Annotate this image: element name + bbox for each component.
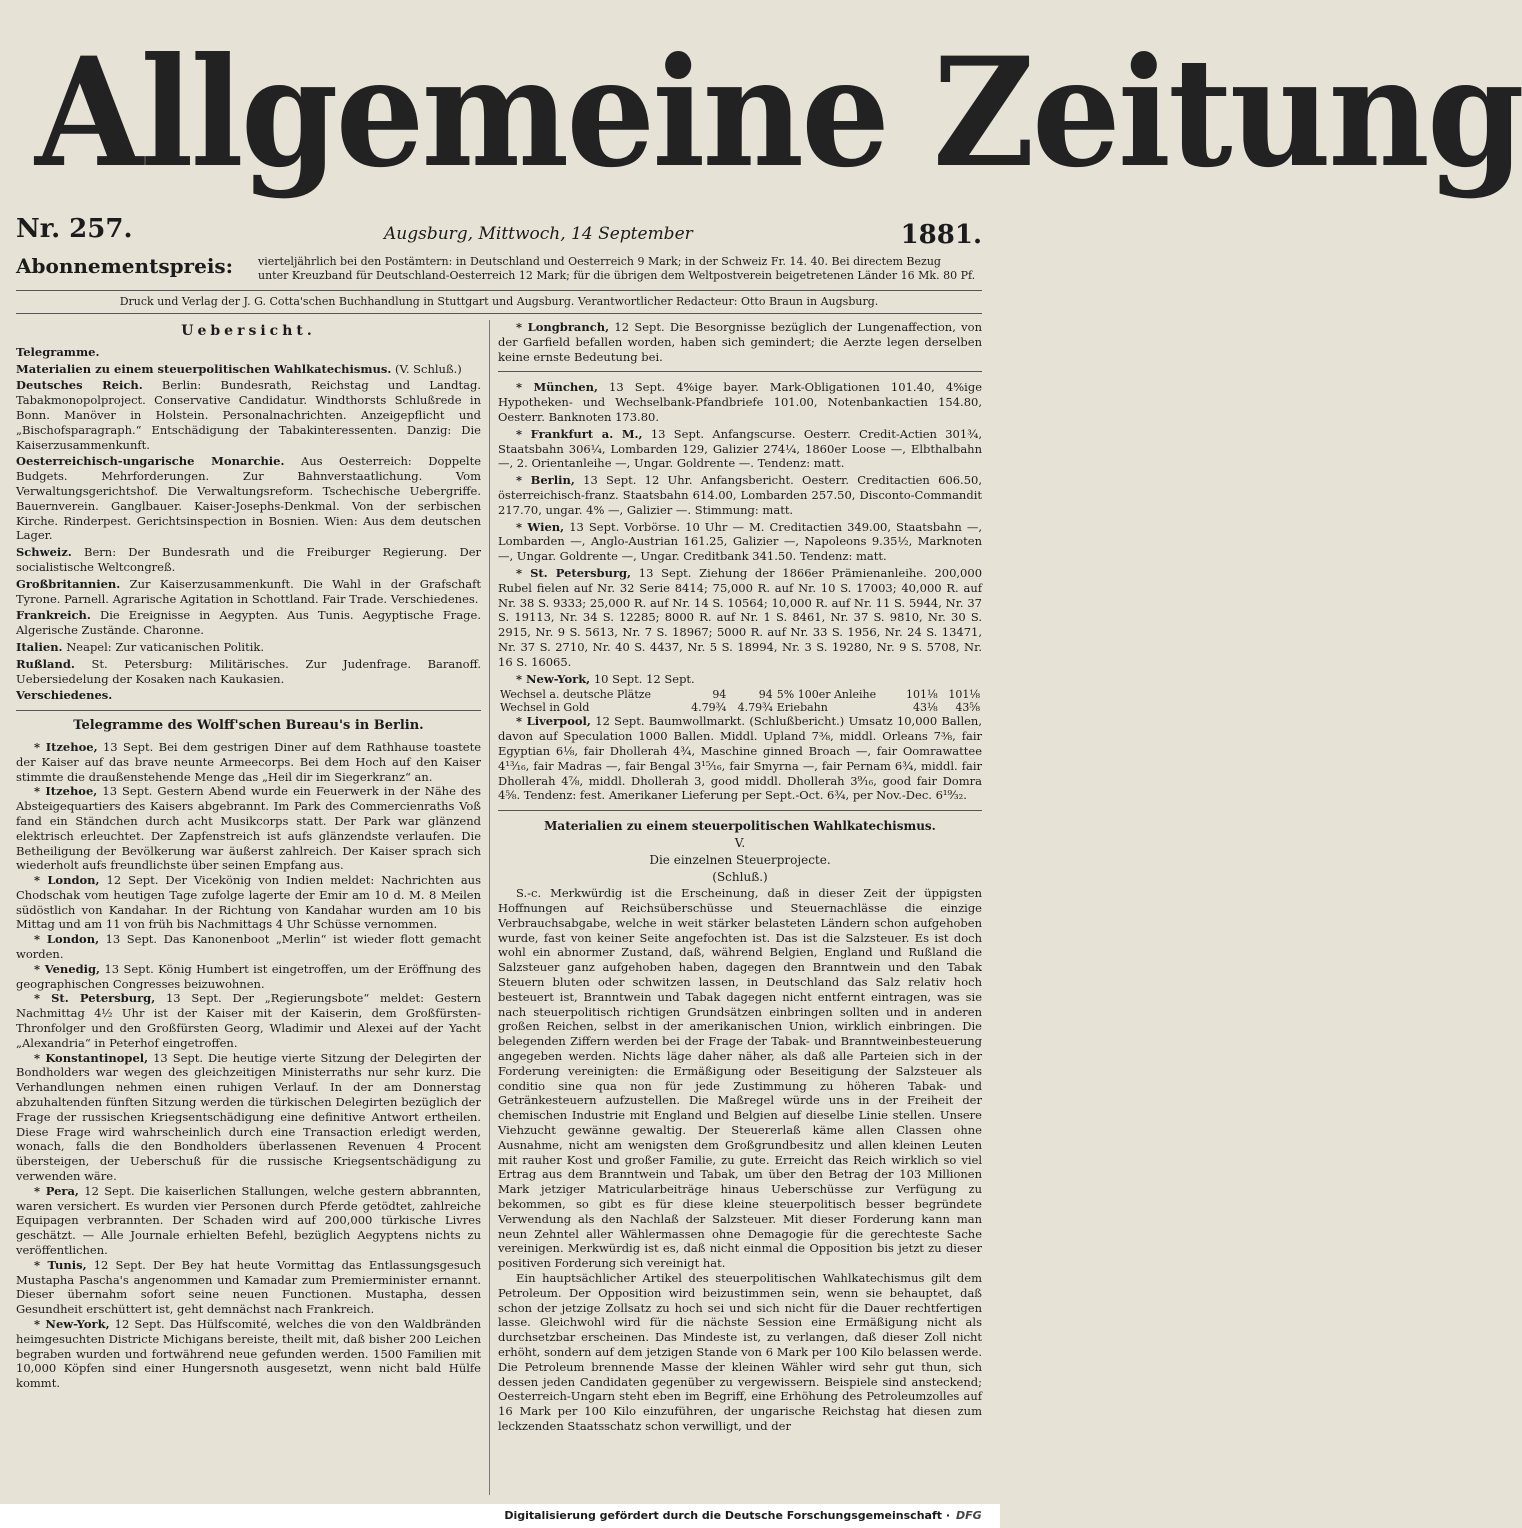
issue-date: Augsburg, Mittwoch, 14 September xyxy=(384,224,693,244)
market-item xyxy=(498,520,982,564)
market-text: 13 Sept. Vorbörse. 10 Uhr — M. Creditactien 349.00, Staatsbahn —, Lombarden —, Anglo-Austrian 161.25, Galizier —, Napoleons 9.35½, Marknoten —, Ungar. Goldrente —, Ungar. Creditbank 341.50. Tendenz: matt. xyxy=(498,519,982,564)
overview-section-title: Italien. xyxy=(16,639,63,654)
market-place: * Berlin, xyxy=(516,473,575,488)
overview-section-text: Bern: Der Bundesrath und die Freiburger Regierung. Der socialistische Weltcongreß. xyxy=(16,545,481,574)
telegram-text: 13 Sept. Bei dem gestrigen Diner auf dem Rathhause toastete der Kaiser auf das brave neunte Armeecorps. Bei dem Hoch auf den Kaiser stimmte die draußenstehende Menge das „Heil dir im Siegerkranz“ an. xyxy=(16,739,482,784)
table-cell: 4.79¾ xyxy=(691,701,727,715)
telegram-place: * Itzehoe, xyxy=(34,784,98,799)
table-cell: Wechsel a. deutsche Plätze xyxy=(500,688,652,702)
section-rule xyxy=(16,710,481,711)
telegram-text: 13 Sept. Die heutige vierte Sitzung der Delegirten der Bondholders war wegen des gleichzeitigen Ministerraths nur sehr kurz. Die Verhandlungen nehmen einen ruhigen Verlauf. In der am Donnerstag abzuhaltenden fünften Sitzung werden die türkischen Delegirten bezüglich der Frage der russischen Kriegsentschädigung eine definitive Antwort ertheilen. Diese Frage wird wahrscheinlich durch eine Transaction erledigt werden, wonach, falls die den Bondholders überlassenen Revenuen 4 Procent übersteigen, der Ueberschuß für die russische Kriegsentschädigung zu verwenden wäre. xyxy=(16,1050,482,1184)
overview-section-text: (V. Schluß.) xyxy=(395,361,462,376)
overview-section-text: Neapel: Zur vaticanischen Politik. xyxy=(66,639,264,654)
article-paragraph: Ein hauptsächlicher Artikel des steuerpolitischen Wahlkatechismus gilt dem Petroleum. Der Opposition wird beizustimmen sein, wenn sie behauptet, daß schon der jetzige Zollsatz zu hoch sei und sich nicht für die Dauer rechtfertigen lasse. Gleichwohl wird für die nächste Session eine Ermäßigung nicht als durchsetzbar erscheinen. Das Mindeste ist, zu verlangen, daß dieser Zoll nicht erhöht, sondern auf dem jetzigen Stande von 6 Mark per 100 Kilo belassen werde. Die Petroleum brennende Masse der kleinen Wähler wird sehr gut thun, sich dessen jeden Candidaten gegenüber zu vergewissern. Beispiele sind ansteckend; Oesterreich-Ungarn steht eben im Begriff, eine Erhöhung des Petroleumzolles auf 16 Mark per 100 Kilo einzuführen, der ungarische Reichstag hat diesen zum leckzenden Staatsschatz schon verwilligt, und der xyxy=(498,1271,982,1433)
overview-section xyxy=(16,454,481,543)
digitization-footer xyxy=(0,1504,1000,1528)
overview-section xyxy=(16,362,481,377)
overview-heading: Uebersicht. xyxy=(181,323,316,339)
market-item xyxy=(498,380,982,424)
telegram-item xyxy=(16,991,481,1050)
table-cell: 94 xyxy=(758,688,773,702)
subscription-block xyxy=(16,252,982,291)
table-cell: 43⅛ xyxy=(912,701,938,715)
market-item xyxy=(498,714,982,803)
issue-number: Nr. 257. xyxy=(16,214,133,244)
market-text: 13 Sept. 4%ige bayer. Mark-Obligationen 101.40, 4%ige Hypotheken- und Wechselbank-Pfandbriefe 101.00, Notenbankactien 154.80, Oesterr. Banknoten 173.80. xyxy=(498,380,983,424)
telegram-text: 12 Sept. Der Bey hat heute Vormittag das Entlassungsgesuch Mustapha Pascha's angenommen und Kamadar zum Premierminister ernannt. Dieser übernahm sofort seine neuen Functionen. Mustapha, dessen Gesundheit erschüttert ist, geht demnächst nach Frankreich. xyxy=(16,1257,481,1317)
market-place: * Frankfurt a. M., xyxy=(516,426,643,441)
table-cell: 5% 100er Anleihe xyxy=(776,688,877,702)
overview-section-text: Aus Oesterreich: Doppelte Budgets. Mehrforderungen. Zur Bahnverstaatlichung. Vom Verwaltungsgerichtshof. Die Verwaltungsreform. Tschechische Uebergriffe. Bauernverein. Ganglbauer. Kaiser-Josephs-Denkmal. Von der serbischen Kirche. Rinderpest. Gerichtsinspection in Bosnien. Wien: Aus dem deutschen Lager. xyxy=(16,454,481,543)
subscription-line: vierteljährlich bei den Postämtern: in Deutschland und Oesterreich 9 Mark; in der Schweiz Fr. 14. 40. Bei directem Bezug xyxy=(258,255,941,268)
telegram-text: 13 Sept. Der „Regierungsbote“ meldet: Gestern Nachmittag 4½ Uhr ist der Kaiser mit der Kaiserin, dem Großfürsten-Thronfolger und den Großfürsten Georg, Wladimir und Alexei auf der Yacht „Alexandria“ in Peterhof eingetroffen. xyxy=(16,991,482,1050)
overview-section xyxy=(16,378,481,452)
telegram-text: 12 Sept. Der Vicekönig von Indien meldet: Nachrichten aus Chodschak vom heutigen Tage zufolge lagerte der Emir am 10 d. M. 8 Meilen südöstlich von Kandahar. In der Richtung von Kandahar wurden am 10 bis Mittag und am 11 von früh bis Nachmittags 4 Uhr Schüsse vernommen. xyxy=(16,873,481,932)
table-cell: Eriebahn xyxy=(776,701,828,715)
overview-section xyxy=(16,345,481,360)
overview-section-text: Die Ereignisse in Aegypten. Aus Tunis. Aegyptische Frage. Algerische Zustände. Charonne. xyxy=(16,608,481,638)
masthead-title: Allgemeine Zeitung xyxy=(35,25,1522,201)
market-item xyxy=(498,473,982,517)
subscription-text xyxy=(258,255,982,283)
overview-section xyxy=(16,657,481,687)
table-row xyxy=(498,701,982,714)
telegram-text: 13 Sept. Das Kanonenboot „Merlin“ ist wieder flott gemacht worden. xyxy=(16,932,482,962)
overview-section xyxy=(16,640,481,655)
telegram-place: * Venedig, xyxy=(34,961,101,976)
telegrams-heading: Telegramme des Wolff'schen Bureau's in Berlin. xyxy=(73,718,424,734)
telegram-item xyxy=(16,932,481,962)
issue-year: 1881. xyxy=(900,220,982,250)
telegram-item xyxy=(16,784,481,873)
overview-section-title: Rußland. xyxy=(16,656,75,671)
telegram-place: * Tunis, xyxy=(34,1257,87,1272)
table-cell: 94 xyxy=(712,688,727,702)
market-text: 13 Sept. 12 Uhr. Anfangsbericht. Oesterr. Creditactien 606.50, österreichisch-franz. Staatsbahn 614.00, Lombarden 257.50, Disconto-Commandit 217.70, ungar. 4% —, Galizier —. Stimmung: matt. xyxy=(498,473,983,517)
overview-section-title: Verschiedenes. xyxy=(16,688,113,703)
market-item xyxy=(498,566,982,670)
table-cell: 101⅛ xyxy=(905,688,938,702)
market-item xyxy=(498,427,982,471)
telegram-text: 12 Sept. Das Hülfscomité, welches die von den Waldbränden heimgesuchten Districte Michigans bereiste, theilt mit, daß bisher 200 Leichen begraben wurden und fortwährend neue gefunden werden. 1500 Familien mit 10,000 Köpfen sind einer Hungersnoth ausgesetzt, wenn nicht bald Hülfe kommt. xyxy=(16,1317,482,1391)
section-rule xyxy=(498,810,982,811)
telegram-text: 13 Sept. Gestern Abend wurde ein Feuerwerk in der Nähe des Absteigequartiers des Kaisers abgebrannt. Im Park des Commercienraths Voß fand ein Ständchen durch acht Musikcorps statt. Der Park war glänzend elektrisch erleuchtet. Der Zapfenstreich ist aufs glänzendste verlaufen. Die Betheiligung der Bevölkerung war äußerst zahlreich. Der Kaiser sprach sich wiederholt aufs freundlichste über seinen Empfang aus. xyxy=(16,784,482,873)
market-text: 13 Sept. Anfangscurse. Oesterr. Credit-Actien 301¾, Staatsbahn 306¼, Lombarden 129, Galizier 274¼, 1860er Loose —, Elbthalbahn —, 2. Orientanleihe —, Ungar. Goldrente —. Tendenz: matt. xyxy=(498,426,982,471)
overview-section-title: Telegramme. xyxy=(16,344,100,359)
issue-line xyxy=(16,212,982,248)
market-text: 10 Sept. 12 Sept. xyxy=(593,671,695,686)
market-place: * München, xyxy=(516,380,598,395)
footer-text: Digitalisierung gefördert durch die Deutsche Forschungsgemeinschaft · xyxy=(504,1509,950,1522)
market-place: * Liverpool, xyxy=(516,714,591,729)
imprint-line: Druck und Verlag der J. G. Cotta'schen Buchhandlung in Stuttgart und Augsburg. Verantwortlicher Redacteur: Otto Braun in Augsburg. xyxy=(16,293,982,314)
market-item xyxy=(498,672,982,687)
table-cell: 101⅛ xyxy=(948,688,980,702)
overview-section-title: Oesterreichisch-ungarische Monarchie. xyxy=(16,454,285,469)
overview-section xyxy=(16,577,481,607)
telegram-text: 12 Sept. Die kaiserlichen Stallungen, welche gestern abbrannten, waren versichert. Es wurden vier Personen durch Pferde getödtet, zahlreiche Equipagen verbrannten. Der Schaden wird auf 200,000 türkische Livres geschätzt. — Alle Journale erhielten Befehl, bezüglich Aegyptens nichts zu veröffentlichen. xyxy=(16,1183,482,1258)
table-cell: 43⅝ xyxy=(955,701,980,715)
telegram-place: * St. Petersburg, xyxy=(34,991,156,1006)
telegram-item xyxy=(16,1184,481,1258)
telegram-item xyxy=(16,740,481,784)
telegram-item xyxy=(16,1051,481,1184)
market-text: 12 Sept. Baumwollmarkt. (Schlußbericht.) Umsatz 10,000 Ballen, davon auf Speculation 1000 Ballen. Middl. Upland 7⅜, middl. Orleans 7⅜, fair Egyptian 6⅛, fair Dhollerah 4¾, Maschine ginned Broach —, fair Oomrawattee 4¹³⁄₁₆, fair Madras —, fair Bengal 3¹⁵⁄₁₆, fair Smyrna —, fair Pernam 6¾, middl. fair Dhollerah 4⅞, middl. Dhollerah 3, good middl. Dhollerah 3⁹⁄₁₆, good fair Domra 4⅝. Tendenz: fest. Amerikaner Lieferung per Sept.-Oct. 6¾, per Nov.-Dec. 6¹⁹⁄₃₂. xyxy=(498,714,982,803)
article-subtitle: Die einzelnen Steuerprojecte. xyxy=(649,852,831,867)
overview-section-title: Deutsches Reich. xyxy=(16,378,143,393)
telegram-text: 12 Sept. Die Besorgnisse bezüglich der Lungenaffection, von der Garfield befallen worden, haben sich gemindert; die Aerzte legen derselben keine ernste Bedeutung bei. xyxy=(498,320,982,364)
telegram-place: * Itzehoe, xyxy=(34,739,98,754)
section-rule xyxy=(498,371,982,372)
overview-section xyxy=(16,545,481,575)
column-divider xyxy=(489,320,490,1495)
market-place: * Wien, xyxy=(516,519,565,534)
telegram-item xyxy=(16,1258,481,1317)
telegram-text: 13 Sept. König Humbert ist eingetroffen, um der Eröffnung des geographischen Congresses beizuwohnen. xyxy=(16,961,481,991)
overview-section xyxy=(16,688,481,703)
telegram-item xyxy=(498,320,982,364)
overview-section-title: Materialien zu einem steuerpolitischen Wahlkatechismus. xyxy=(16,361,392,376)
telegram-item xyxy=(16,962,481,992)
overview-section-title: Frankreich. xyxy=(16,608,91,623)
subscription-label: Abonnementspreis: xyxy=(16,254,234,278)
subscription-line: unter Kreuzband für Deutschland-Oesterreich 12 Mark; für die übrigen dem Weltpostverein beigetretenen Länder 16 Mk. 80 Pf. xyxy=(258,269,976,282)
newyork-quotes-table xyxy=(498,688,982,714)
article-paragraph: S.-c. Merkwürdig ist die Erscheinung, daß in dieser Zeit der üppigsten Hoffnungen auf Reichsüberschüsse und Steuernachlässe die einzige Verbrauchsabgabe, welche in weit stärker belasteten Ländern schon aufgehoben wurde, fast von keiner Seite angefochten ist. Das ist die Salzsteuer. Es ist doch wohl ein abnormer Zustand, daß, während Belgien, England und Rußland die Salzsteuer ganz aufgehoben haben, dagegen den Branntwein und den Tabak Steuern bluten oder schwitzen lassen, in Deutschland das Salz relativ hoch besteuert ist, Branntwein und Tabak dagegen nicht entfernt eintragen, was sie nach steuerpolitisch richtigen Grundsätzen einbringen sollten und in anderen großen Reichen, selbst in der amerikanischen Union, wirklich einbringen. Die belegenden Ziffern werden bei der Frage der Tabak- und Branntweinbesteuerung angegeben werden. Nichts läge daher näher, als daß alle Parteien sich in der Forderung vereinigten: die Ermäßigung oder Beseitigung der Salzsteuer als conditio sine qua non für jede Zustimmung zu höheren Tabak- und Getränkesteuern aufzustellen. Die Maßregel würde uns in der Freiheit der chemischen Industrie mit England und Belgien auf dieselbe Linie stellen. Unsere Viehzucht gewänne gewaltig. Der Steuererlaß käme allen Classen ohne Ausnahme, nicht am wenigsten dem Großgrundbesitz und allen kleinen Leuten mit rauher Kost und großer Familie, zu gute. Erreicht das Reich wirklich so viel Ertrag aus dem Branntwein und Tabak, um über den Betrag der 103 Millionen Mark jetziger Matricularbeiträge hinaus Ueberschüsse zur Verfügung zu bekommen, so gibt es für diese kleine steuerpolitisch besser begründete Verwendung als den Nachlaß der Salzsteuer. Mit dieser Forderung kann man neun Zehntel aller Wählermassen ohne Demagogie für die gerechteste Sache vereinigen. Merkwürdig ist es, daß nicht einmal die Opposition bis jetzt zu dieser positiven Forderung sich vereinigt hat. xyxy=(498,886,982,1271)
right-column xyxy=(498,320,982,1500)
telegram-item xyxy=(16,1317,481,1391)
table-cell: Wechsel in Gold xyxy=(500,701,590,715)
overview-section-title: Großbritannien. xyxy=(16,576,121,591)
table-row xyxy=(498,688,982,701)
telegram-place: * London, xyxy=(34,873,100,888)
article-heading: Materialien zu einem steuerpolitischen Wahlkatechismus. xyxy=(544,819,936,834)
market-place: * St. Petersburg, xyxy=(516,565,632,580)
telegram-place: * New-York, xyxy=(34,1317,110,1331)
telegram-place: * Longbranch, xyxy=(516,320,610,334)
left-column xyxy=(16,320,481,1500)
dfg-logo-icon: DFG xyxy=(956,1509,982,1522)
market-place: * New-York, xyxy=(516,671,591,686)
telegram-place: * London, xyxy=(34,932,100,947)
telegram-place: * Konstantinopel, xyxy=(34,1050,149,1065)
article-number: V. xyxy=(734,835,746,850)
article-note: (Schluß.) xyxy=(712,869,768,884)
overview-section-text: Zur Kaiserzusammenkunft. Die Wahl in der Grafschaft Tyrone. Parnell. Agrarische Agitation in Schottland. Fair Trade. Verschiedenes. xyxy=(16,576,482,606)
telegram-item xyxy=(16,873,481,932)
overview-section-title: Schweiz. xyxy=(16,545,72,560)
market-text: 13 Sept. Ziehung der 1866er Prämienanleihe. 200,000 Rubel fielen auf Nr. 32 Serie 8414; 75,000 R. auf Nr. 10 S. 17003; 40,000 R. auf Nr. 38 S. 9333; 25,000 R. auf Nr. 14 S. 10564; 10,000 R. auf Nr. 11 S. 5944, Nr. 37 S. 19113, Nr. 34 S. 12285; 8000 R. auf Nr. 1 S. 8461, Nr. 37 S. 9810, Nr. 30 S. 2915, Nr. 9 S. 5613, Nr. 7 S. 18967; 5000 R. auf Nr. 33 S. 1956, Nr. 24 S. 13471, Nr. 37 S. 2710, Nr. 40 S. 4437, Nr. 5 S. 18994, Nr. 3 S. 19280, Nr. 9 S. 5708, Nr. 16 S. 16065. xyxy=(498,565,983,669)
overview-section xyxy=(16,608,481,638)
overview-section-text: St. Petersburg: Militärisches. Zur Judenfrage. Baranoff. Uebersiedelung der Kosaken nach Kaukasien. xyxy=(16,656,482,686)
overview-section-text: Berlin: Bundesrath, Reichstag und Landtag. Tabakmonopolproject. Conservative Candidatur. Windthorsts Schlußrede in Bonn. Manöver in Holstein. Personalnachrichten. Anzeigepflicht und „Bischofsparagraph.“ Entschädigung der Tabakinteressenten. Danzig: Die Kaiserzusammenkunft. xyxy=(16,378,481,452)
telegram-place: * Pera, xyxy=(34,1183,79,1198)
table-cell: 4.79¾ xyxy=(737,701,773,715)
